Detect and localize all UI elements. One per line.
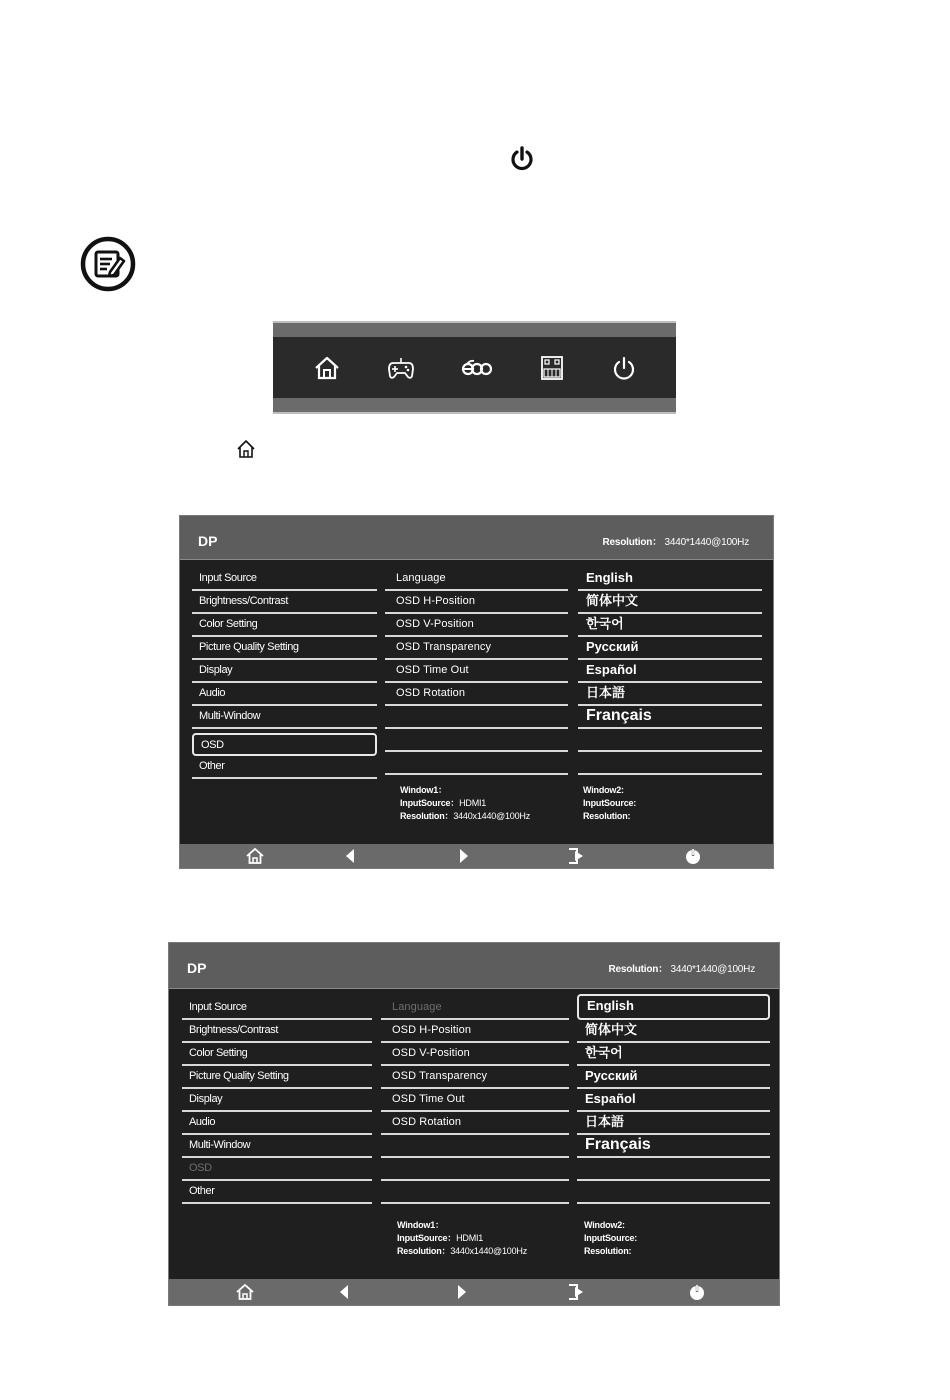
window2-input: InputSource: — [583, 798, 637, 808]
osd-item-language[interactable]: Language — [385, 568, 568, 591]
exit-icon[interactable] — [566, 1283, 586, 1301]
power-icon[interactable] — [687, 1283, 707, 1301]
main-menu — [192, 568, 377, 779]
main-menu — [182, 997, 372, 1204]
arrow-left-icon[interactable] — [340, 847, 360, 865]
menu-item-multi-window[interactable]: Multi-Window — [192, 706, 377, 729]
window1-resolution: Resolution：3440x1440@100Hz — [397, 1246, 528, 1256]
osd-item-rotation[interactable]: OSD Rotation — [381, 1112, 569, 1135]
language-korean[interactable]: 한국어 — [578, 614, 762, 637]
menu-item-brightness-contrast[interactable]: Brightness/Contrast — [192, 591, 377, 614]
menu-item-color-setting[interactable]: Color Setting — [182, 1043, 372, 1066]
language-empty — [578, 729, 762, 752]
osd-item-transparency[interactable]: OSD Transparency — [381, 1066, 569, 1089]
osd-item-empty — [381, 1135, 569, 1158]
menu-item-display[interactable]: Display — [182, 1089, 372, 1112]
window1-input: InputSource：HDMI1 — [397, 1233, 484, 1243]
home-icon[interactable] — [313, 355, 341, 381]
window1-title: Window1： — [400, 785, 447, 795]
language-korean[interactable]: 한국어 — [577, 1043, 770, 1066]
osd-item-empty — [385, 752, 568, 775]
language-simplified-chinese[interactable]: 简体中文 — [578, 591, 762, 614]
osd-screen-1 — [179, 515, 774, 869]
window1-resolution: Resolution：3440x1440@100Hz — [400, 811, 531, 821]
osd-footer — [180, 844, 773, 868]
language-empty — [578, 752, 762, 775]
window1-title: Window1： — [397, 1220, 444, 1230]
window2-title: Window2: — [583, 785, 624, 795]
picture-in-picture-icon[interactable] — [538, 355, 566, 381]
home-icon[interactable] — [245, 847, 265, 865]
window2-input: InputSource: — [584, 1233, 638, 1243]
osd-item-time-out[interactable]: OSD Time Out — [381, 1089, 569, 1112]
osd-item-h-position[interactable]: OSD H-Position — [385, 591, 568, 614]
menu-item-input-source[interactable]: Input Source — [192, 568, 377, 591]
osd-submenu — [381, 997, 569, 1204]
power-icon — [510, 146, 534, 172]
osd-item-empty — [385, 706, 568, 729]
language-russian[interactable]: Русский — [578, 637, 762, 660]
osd-item-h-position[interactable]: OSD H-Position — [381, 1020, 569, 1043]
menu-item-other[interactable]: Other — [182, 1181, 372, 1204]
menu-item-multi-window[interactable]: Multi-Window — [182, 1135, 372, 1158]
button-bar-top-stripe — [273, 321, 676, 337]
language-japanese[interactable]: 日本語 — [578, 683, 762, 706]
home-icon — [236, 439, 256, 459]
gamepad-icon[interactable] — [387, 355, 415, 381]
language-empty — [577, 1158, 770, 1181]
button-bar-bottom-stripe — [273, 398, 676, 414]
language-japanese[interactable]: 日本語 — [577, 1112, 770, 1135]
language-english[interactable]: English — [577, 994, 770, 1020]
menu-item-brightness-contrast[interactable]: Brightness/Contrast — [182, 1020, 372, 1043]
osd-item-empty — [381, 1158, 569, 1181]
language-french[interactable]: Français — [577, 1135, 770, 1158]
arrow-right-icon[interactable] — [452, 1283, 472, 1301]
language-french[interactable]: Français — [578, 706, 762, 729]
osd-item-empty — [381, 1181, 569, 1204]
osd-item-v-position[interactable]: OSD V-Position — [385, 614, 568, 637]
menu-item-other[interactable]: Other — [192, 756, 377, 779]
menu-item-picture-quality[interactable]: Picture Quality Setting — [182, 1066, 372, 1089]
language-list — [578, 568, 762, 775]
osd-footer — [169, 1279, 779, 1305]
resolution-readout: Resolution： 3440*1440@100Hz — [608, 964, 755, 975]
osd-item-language[interactable]: Language — [381, 997, 569, 1020]
home-icon[interactable] — [235, 1283, 255, 1301]
note-icon — [80, 236, 136, 292]
window2-title: Window2: — [584, 1220, 625, 1230]
window2-resolution: Resolution: — [584, 1246, 632, 1256]
osd-header — [180, 516, 773, 560]
osd-submenu — [385, 568, 568, 775]
eco-icon[interactable] — [460, 355, 492, 381]
menu-item-display[interactable]: Display — [192, 660, 377, 683]
resolution-readout: Resolution： 3440*1440@100Hz — [602, 537, 749, 548]
osd-item-v-position[interactable]: OSD V-Position — [381, 1043, 569, 1066]
arrow-right-icon[interactable] — [454, 847, 474, 865]
osd-screen-2 — [168, 942, 780, 1306]
osd-item-empty — [385, 729, 568, 752]
window1-info — [397, 1219, 527, 1258]
power-icon[interactable] — [683, 847, 703, 865]
menu-item-audio[interactable]: Audio — [192, 683, 377, 706]
language-list — [577, 994, 770, 1204]
window2-resolution: Resolution: — [583, 811, 631, 821]
menu-item-osd[interactable]: OSD — [192, 733, 377, 756]
osd-header — [169, 943, 779, 989]
monitor-button-bar — [273, 321, 676, 414]
language-simplified-chinese[interactable]: 简体中文 — [577, 1020, 770, 1043]
language-empty — [577, 1181, 770, 1204]
osd-item-transparency[interactable]: OSD Transparency — [385, 637, 568, 660]
exit-icon[interactable] — [566, 847, 586, 865]
menu-item-osd[interactable]: OSD — [182, 1158, 372, 1181]
input-source-label: DP — [187, 960, 207, 976]
window1-input: InputSource：HDMI1 — [400, 798, 487, 808]
menu-item-input-source[interactable]: Input Source — [182, 997, 372, 1020]
window2-info — [584, 1219, 637, 1258]
osd-item-time-out[interactable]: OSD Time Out — [385, 660, 568, 683]
power-icon[interactable] — [610, 355, 638, 381]
menu-item-color-setting[interactable]: Color Setting — [192, 614, 377, 637]
language-english[interactable]: English — [578, 568, 762, 591]
input-source-label: DP — [198, 533, 218, 549]
window2-info — [583, 784, 636, 823]
language-russian[interactable]: Русский — [577, 1066, 770, 1089]
window1-info — [400, 784, 530, 823]
language-spanish[interactable]: Español — [578, 660, 762, 683]
language-spanish[interactable]: Español — [577, 1089, 770, 1112]
osd-item-rotation[interactable]: OSD Rotation — [385, 683, 568, 706]
arrow-left-icon[interactable] — [334, 1283, 354, 1301]
menu-item-picture-quality[interactable]: Picture Quality Setting — [192, 637, 377, 660]
menu-item-audio[interactable]: Audio — [182, 1112, 372, 1135]
